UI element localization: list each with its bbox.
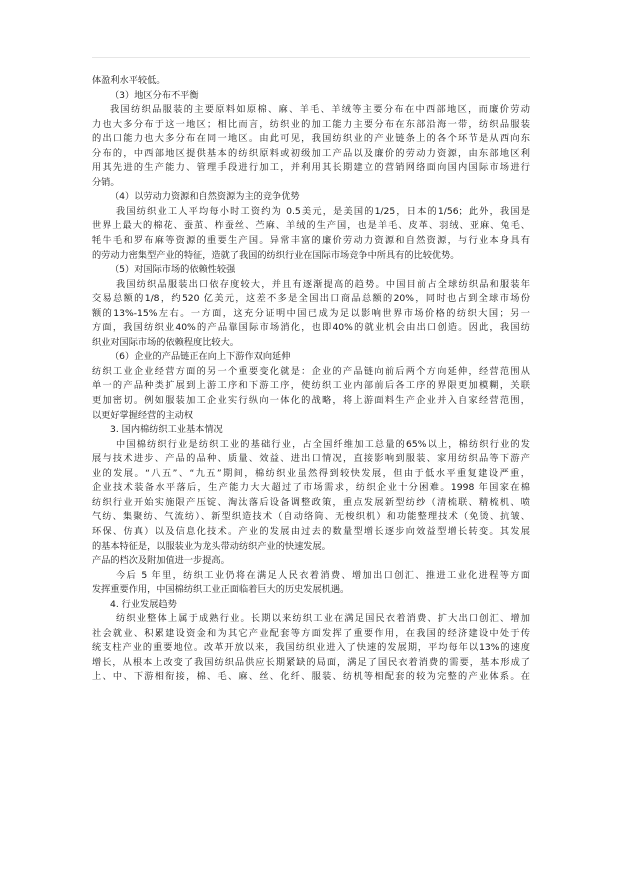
text-line: 分销。 bbox=[92, 176, 120, 188]
text-line: 产品的档次及附加值进一步提高。 bbox=[92, 555, 230, 567]
text-line: 我国纺织业工人平均每小时工资约为 0.5美元，是美国的1/25，日本的1/56；此外，我国是 bbox=[116, 205, 530, 217]
text-line: 环保、仿真）以及信息化技术。产业的发展由过去的数量型增长逐步向效益型增长转变。其发展 bbox=[92, 525, 530, 537]
text-line: 织业对国际市场的依赖程度比较大。 bbox=[92, 336, 239, 348]
text-line: 的基本特征是，以服装业为龙头带动纺织产业的快速发展。 bbox=[92, 540, 331, 552]
text-line: 体盈利水平较低。 bbox=[92, 75, 166, 86]
section-heading: （6）企业的产品链正在向上下游作双向延伸 bbox=[110, 351, 291, 363]
text-line: 力也大多分布于这一地区；相比而言，纺织业的加工能力主要分布在东部沿海一带，纺织品服装 bbox=[92, 118, 530, 130]
text-line: 上、中、下游相衔接，棉、毛、麻、丝、化纤、服装、纺机等相配套的较为完整的产业体系。在 bbox=[92, 671, 530, 683]
text-line: 今后 5 年里，纺织工业仍将在满足人民衣着消费、增加出口创汇、推进工业化进程等方面 bbox=[116, 569, 530, 581]
text-line: 纺织行业开始实施限产压锭、淘汰落后设备调整政策，重点发展新型纺纱（清梳联、精梳机、喷 bbox=[92, 496, 530, 508]
text-line: 分布的，中西部地区提供基本的纺织原料或初级加工产品以及廉价的劳动力资源，由东部地区利 bbox=[92, 147, 530, 159]
text-line: 更加密切。例如服装加工企业实行纵向一体化的战略，将上游面料生产企业并入自家经营范围， bbox=[92, 395, 530, 407]
text-line: 的出口能力也大多分布在同一地区。由此可见，我国纺织业的产业链条上的各个环节是从西向东 bbox=[92, 133, 530, 145]
text-line: 发挥重要作用，中国棉纺织工业正面临着巨大的历史发展机遇。 bbox=[92, 584, 350, 596]
text-line: 展与技术进步、产品的品种、质量、效益、进出口情况，直接影响到服装、家用纺织品等下游产 bbox=[92, 453, 530, 465]
text-line: 方面，我国纺织业40%的产品靠国际市场消化，也即40%的就业机会由出口创造。因此，我国纺 bbox=[92, 322, 530, 334]
text-line: 我国纺织品服装出口依存度较大，并且有逐渐提高的趋势。中国目前占全球纺织品和服装年 bbox=[116, 278, 530, 290]
text-line: 单一的产品种类扩展到上游工序和下游工序，使纺织工业内部前后各工序的界限更加模糊，关联 bbox=[92, 380, 530, 392]
text-line: 纺织业整体上属于成熟行业。长期以来纺织工业在满足国民衣着消费、扩大出口创汇、增加 bbox=[116, 613, 530, 625]
section-heading: （5）对国际市场的依赖性较强 bbox=[110, 264, 236, 276]
section-heading: 3. 国内棉纺织工业基本情况 bbox=[110, 424, 223, 436]
text-line: 增长，从根本上改变了我国纺织品供应长期紧缺的局面，满足了国民衣着消费的需要，基本形成了 bbox=[92, 656, 530, 668]
text-line: 社会就业、积累建设资金和为其它产业配套等方面发挥了重要作用，在我国的经济建设中处于传 bbox=[92, 627, 530, 639]
text-line: 交易总额的1/8，约520 亿美元，这差不多是全国出口商品总额的20%，同时也占到全球市场份 bbox=[92, 293, 530, 305]
text-line: 我国纺织品服装的主要原料如原棉、麻、羊毛、羊绒等主要分布在中西部地区，而廉价劳动 bbox=[110, 104, 530, 116]
text-line: 业的发展。“八五”、“九五”期间，棉纺织业虽然得到较快发展，但由于低水平重复建设严重， bbox=[92, 467, 530, 479]
text-line: 牦牛毛和罗布麻等资源的重要生产国。异常丰富的廉价劳动力资源和自然资源，与行业本身具有 bbox=[92, 235, 530, 247]
text-line: 的劳动力密集型产业的特征，造就了我国的纺织行业在国际市场竞争中所具有的比较优势。 bbox=[92, 249, 460, 261]
section-heading: 4. 行业发展趋势 bbox=[110, 598, 177, 610]
text-line: 气纺、集聚纺、气流纺）、新型织造技术（自动络筒、无梭织机）和功能整理技术（免烫、抗皱、 bbox=[92, 511, 530, 523]
text-line: 用其先进的生产能力、管理手段进行加工，并利用其长期建立的营销网络面向国内国际市场进行 bbox=[92, 162, 530, 174]
text-line: 纺织工业企业经营方面的另一个重要变化就是：企业的产品链向前后两个方向延伸，经营范围从 bbox=[92, 365, 530, 377]
document-body bbox=[92, 74, 530, 685]
header-rule bbox=[92, 57, 530, 58]
text-line: 世界上最大的棉花、蚕茧、柞蚕丝、苎麻、羊绒的生产国，也是羊毛、皮革、羽绒、亚麻、兔毛、 bbox=[92, 220, 530, 232]
text-line: 以更好掌握经营的主动权 bbox=[92, 409, 194, 421]
text-line: 企业技术装备水平落后，生产能力大大超过了市场需求，纺织企业十分困难。1998 年国家在棉 bbox=[92, 482, 530, 494]
text-line: 统支柱产业的重要地位。改革开放以来，我国纺织业进入了快速的发展期，平均每年以13%的速度 bbox=[92, 642, 530, 654]
section-heading: （4）以劳动力资源和自然资源为主的竞争优势 bbox=[110, 191, 300, 203]
text-line: 中国棉纺织行业是纺织工业的基础行业，占全国纤维加工总量的65%以上，棉纺织行业的发 bbox=[116, 438, 530, 450]
text-line: 额的13%-15%左右。一方面，这充分证明中国已成为足以影响世界市场价格的纺织大国；另一 bbox=[92, 307, 530, 319]
section-heading: （3）地区分布不平衡 bbox=[110, 89, 199, 101]
